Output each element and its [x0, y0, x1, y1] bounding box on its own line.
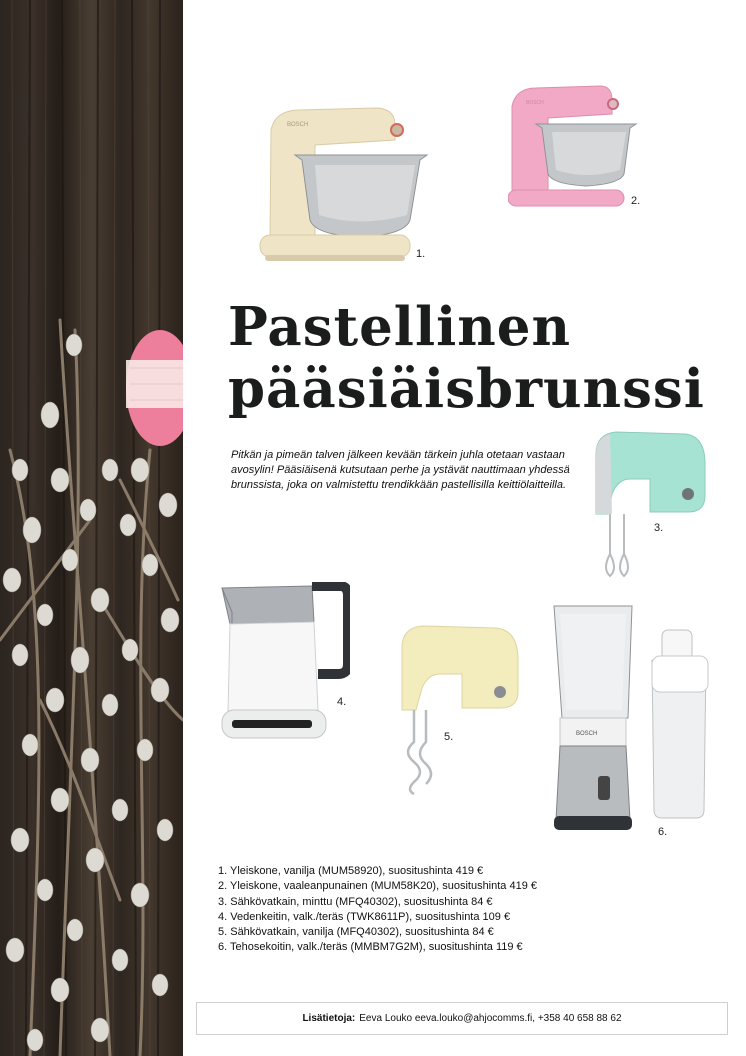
contact-details: Eeva Louko eeva.louko@ahjocomms.fi, +358 40 658 88 62 — [359, 1013, 622, 1024]
svg-text:BOSCH: BOSCH — [526, 100, 544, 106]
vanilla-hand-mixer-image — [400, 622, 525, 802]
headline-line-1: Pastellinen — [228, 296, 572, 358]
product-number-2: 2. — [631, 195, 641, 207]
svg-text:BOSCH: BOSCH — [576, 731, 598, 737]
product-number-1: 1. — [416, 248, 426, 260]
list-item: 3. Sähkövatkain, minttu (MFQ40302), suositushinta 84 € — [218, 895, 493, 908]
mint-hand-mixer-image — [590, 424, 715, 584]
list-item: 1. Yleiskone, vanilja (MUM58920), suositushinta 419 € — [218, 865, 484, 877]
blender-with-bottle-image — [550, 600, 718, 836]
willow-branches-image — [0, 0, 183, 1056]
contact-label: Lisätietoja: — [302, 1013, 356, 1024]
product-number-3: 3. — [654, 522, 664, 534]
product-number-5: 5. — [444, 731, 454, 743]
kettle-image — [218, 582, 350, 744]
product-number-4: 4. — [337, 696, 347, 708]
vanilla-stand-mixer-image — [255, 100, 430, 265]
wood-sidebar-image — [0, 0, 183, 1056]
pink-stand-mixer-image — [508, 84, 641, 209]
page-headline — [228, 296, 705, 420]
intro-paragraph: Pitkän ja pimeän talven jälkeen kevään tärkein juhla otetaan vastaan avosylin! Pääsiäisenä kutsutaan perhe ja ystävät nauttimaan yhdessä brunssista, joka on valmistettu trendikkään pastellisilla keittiölaitteilla. — [231, 449, 570, 491]
list-item: 6. Tehosekoitin, valk./teräs (MMBM7G2M), suositushinta 119 € — [218, 941, 523, 954]
list-item: 2. Yleiskone, vaaleanpunainen (MUM58K20), suositushinta 419 € — [218, 880, 537, 893]
list-item: 4. Vedenkeitin, valk./teräs (TWK8611P), suositushinta 109 € — [218, 910, 511, 923]
headline-line-2: pääsiäisbrunssi — [228, 358, 705, 420]
contact-box — [196, 1002, 728, 1035]
product-price-list — [218, 864, 537, 956]
svg-text:BOSCH: BOSCH — [287, 122, 309, 128]
product-number-6: 6. — [658, 826, 668, 838]
list-item: 5. Sähkövatkain, vanilja (MFQ40302), suositushinta 84 € — [218, 926, 494, 939]
